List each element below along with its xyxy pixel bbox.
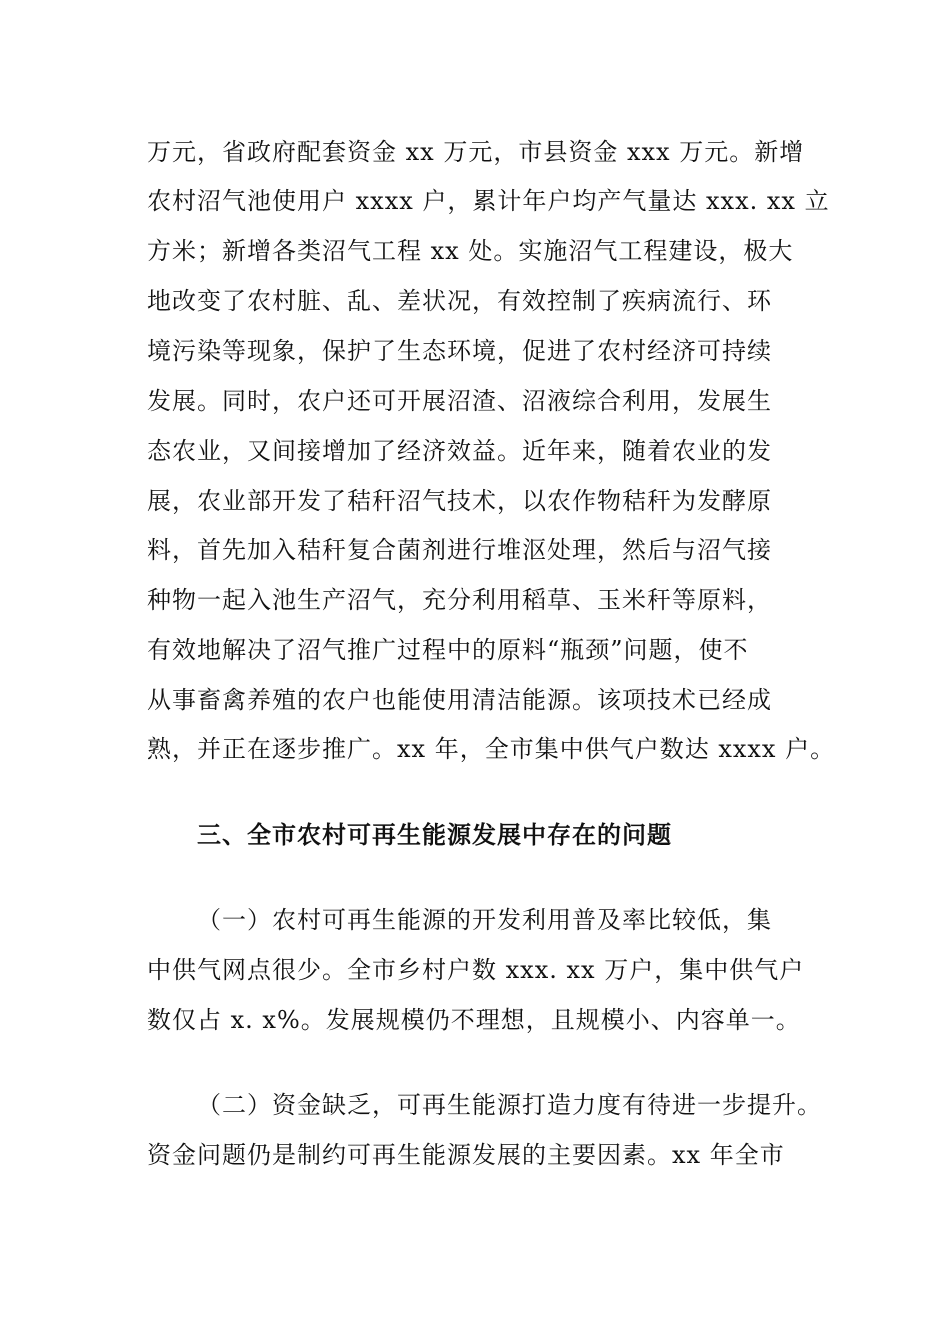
text-line: 种物一起入池生产沼气，充分利用稻草、玉米秆等原料， [147,586,772,614]
text-line: 有效地解决了沼气推广过程中的原料“瓶颈”问题，使不 [147,636,749,664]
text-line: 数仅占 x. x%。发展规模仍不理想，且规模小、内容单一。 [147,1006,801,1034]
text-line: 方米；新增各类沼气工程 xx 处。实施沼气工程建设，极大 [147,237,794,265]
text-line: 发展。同时，农户还可开展沼渣、沼液综合利用，发展生 [147,387,772,415]
text-line: 熟，并正在逐步推广。xx 年，全市集中供气户数达 xxxx 户。 [147,735,836,763]
text-line: （一）农村可再生能源的开发利用普及率比较低，集 [197,906,772,934]
text-line: 中供气网点很少。全市乡村户数 xxx. xx 万户，集中供气户 [147,956,805,984]
text-line: 从事畜禽养殖的农户也能使用清洁能源。该项技术已经成 [147,686,772,714]
text-line: 资金问题仍是制约可再生能源发展的主要因素。xx 年全市 [147,1141,785,1169]
text-line: 万元，省政府配套资金 xx 万元，市县资金 xxx 万元。新增 [147,138,805,166]
text-line: （二）资金缺乏，可再生能源打造力度有待进一步提升。 [197,1091,822,1119]
text-line: 态农业，又间接增加了经济效益。近年来，随着农业的发 [147,437,772,465]
text-line: 料，首先加入秸秆复合菌剂进行堆沤处理，然后与沼气接 [147,536,772,564]
text-line: 境污染等现象，保护了生态环境，促进了农村经济可持续 [147,337,772,365]
text-line: 展，农业部开发了秸秆沼气技术，以农作物秸秆为发酵原 [147,487,772,515]
text-line: 地改变了农村脏、乱、差状况，有效控制了疾病流行、环 [147,287,772,315]
section-heading: 三、全市农村可再生能源发展中存在的问题 [197,821,672,849]
text-line: 农村沼气池使用户 xxxx 户，累计年户均产气量达 xxx. xx 立 [147,187,830,215]
